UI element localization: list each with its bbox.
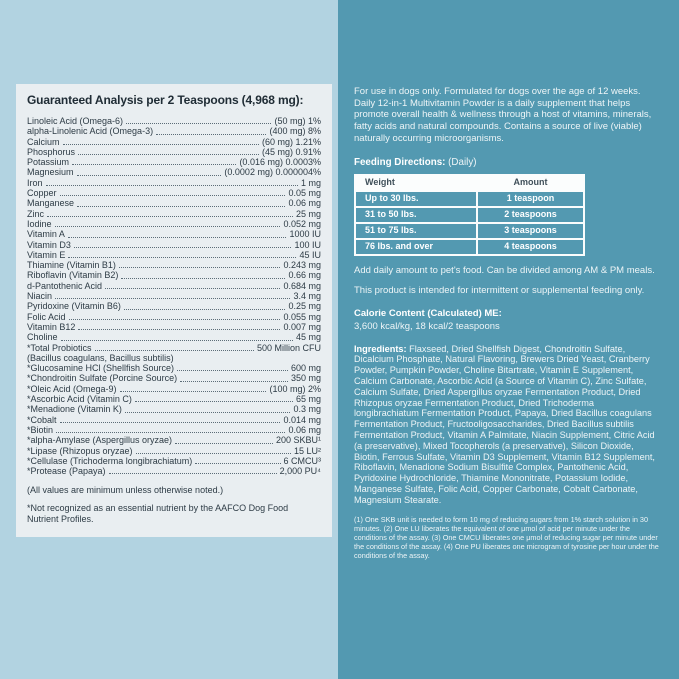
dotted-leader (55, 226, 281, 227)
dotted-leader (72, 164, 236, 165)
nutrient-name: *Glucosamine HCl (Shellfish Source) (27, 363, 175, 374)
guaranteed-analysis-panel (16, 84, 332, 537)
dotted-leader (136, 453, 291, 454)
nutrient-value: 0.06 mg (288, 424, 321, 435)
dotted-leader (47, 216, 293, 217)
nutrient-name: Magnesium (27, 167, 74, 178)
dotted-leader (120, 391, 267, 392)
amount-cell: 2 teaspoons (477, 207, 584, 223)
feeding-table-row (355, 223, 584, 239)
ingredients-paragraph (354, 344, 661, 506)
dotted-leader (109, 473, 277, 474)
usage-intro-text: For use in dogs only. Formulated for dogs over the age of 12 weeks. Daily 12-in-1 Multivitamin Powder is a daily supplement that helps promote overall health & wellness through a host of vitamins, minerals, fatty acids and natural compounds. Contains a source of live (viable) naturally occurring microorganisms. (354, 86, 652, 144)
dotted-leader (78, 154, 259, 155)
nutrient-value: 600 mg (290, 363, 321, 374)
analysis-row (27, 270, 321, 280)
nutrient-name: *Cobalt (27, 414, 57, 425)
nutrient-value: 0.66 mg (288, 270, 321, 281)
amount-cell: 4 teaspoons (477, 239, 584, 255)
feeding-table-row (355, 239, 584, 255)
nutrient-name: Folic Acid (27, 311, 66, 322)
analysis-row (27, 281, 321, 291)
analysis-row (27, 384, 321, 394)
nutrient-value: 0.3 mg (293, 404, 321, 415)
nutrient-name: Zinc (27, 208, 45, 219)
dotted-leader (95, 350, 254, 351)
nutrient-value: (0.016 mg) 0.0003% (239, 157, 321, 168)
feeding-directions-heading (354, 157, 661, 168)
dotted-leader (119, 267, 281, 268)
analysis-row (27, 137, 321, 147)
analysis-row (27, 394, 321, 404)
weight-cell: Up to 30 lbs. (355, 191, 477, 207)
nutrient-name: Choline (27, 332, 58, 343)
analysis-row (27, 240, 321, 250)
analysis-row (27, 415, 321, 425)
dotted-leader (60, 422, 281, 423)
weight-cell: 76 lbs. and over (355, 239, 477, 255)
intermittent-feeding-note: This product is intended for intermittent or supplemental feeding only. (354, 285, 645, 297)
nutrient-name: Vitamin E (27, 249, 66, 260)
feeding-directions-table (354, 174, 585, 256)
nutrient-value: 1 mg (300, 177, 321, 188)
nutrient-name: *Lipase (Rhizopus oryzae) (27, 445, 133, 456)
nutrient-value: 500 Million CFU (256, 342, 321, 353)
analysis-row (27, 373, 321, 383)
nutrient-name: d-Pantothenic Acid (27, 280, 103, 291)
nutrient-value: 350 mg (290, 373, 321, 384)
dotted-leader (77, 206, 285, 207)
analysis-row (27, 456, 321, 466)
nutrient-name: (Bacillus coagulans, Bacillus subtilis) (27, 352, 174, 363)
analysis-row (27, 260, 321, 270)
nutrient-value: 45 IU (299, 249, 321, 260)
weight-column-header: Weight (355, 175, 477, 191)
nutrient-name: Phosphorus (27, 146, 76, 157)
analysis-row (27, 446, 321, 456)
dotted-leader (125, 412, 291, 413)
nutrient-name: Linoleic Acid (Omega-6) (27, 116, 124, 126)
analysis-row (27, 312, 321, 322)
nutrient-name: Vitamin D3 (27, 239, 71, 250)
analysis-row (27, 301, 321, 311)
dotted-leader (180, 381, 288, 382)
analysis-row (27, 198, 321, 208)
nutrient-name: Niacin (27, 291, 53, 302)
add-daily-note: Add daily amount to pet's food. Can be divided among AM & PM meals. (354, 264, 655, 276)
analysis-row (27, 250, 321, 260)
nutrient-name: Iodine (27, 218, 52, 229)
weight-cell: 31 to 50 lbs. (355, 207, 477, 223)
nutrient-value: 0.052 mg (283, 218, 321, 229)
nutrient-value: 3.4 mg (293, 291, 321, 302)
nutrient-value: 45 mg (295, 332, 321, 343)
analysis-row (27, 219, 321, 229)
nutrient-name: Copper (27, 188, 57, 199)
nutrient-name: Vitamin B12 (27, 321, 76, 332)
nutrient-value: 15 LU² (293, 445, 321, 456)
nutrient-value: 0.684 mg (283, 280, 321, 291)
nutrient-value: (45 mg) 0.91% (261, 146, 321, 157)
nutrient-value: (0.0002 mg) 0.000004% (224, 167, 321, 178)
weight-cell: 51 to 75 lbs. (355, 223, 477, 239)
nutrient-name: *Protease (Papaya) (27, 466, 106, 477)
dotted-leader (74, 247, 292, 248)
label-info-column (338, 0, 679, 679)
dotted-leader (61, 340, 293, 341)
dotted-leader (135, 401, 293, 402)
analysis-row (27, 126, 321, 136)
analysis-row (27, 404, 321, 414)
nutrient-name: *Oleic Acid (Omega-9) (27, 383, 117, 394)
analysis-row (27, 157, 321, 167)
dotted-leader (46, 185, 298, 186)
nutrient-value: 0.055 mg (283, 311, 321, 322)
analysis-row (27, 332, 321, 342)
analysis-row (27, 229, 321, 239)
amount-cell: 3 teaspoons (477, 223, 584, 239)
nutrient-name: Iron (27, 177, 43, 188)
amount-cell: 1 teaspoon (477, 191, 584, 207)
nutrient-name: *Biotin (27, 424, 54, 435)
dotted-leader (124, 309, 286, 310)
nutrient-value: 0.014 mg (283, 414, 321, 425)
ingredients-label: Ingredients: (354, 343, 407, 354)
guaranteed-analysis-title: Guaranteed Analysis per 2 Teaspoons (4,968 mg): (27, 93, 304, 107)
calorie-content-heading: Calorie Content (Calculated) ME: (354, 307, 502, 319)
dotted-leader (63, 144, 259, 145)
nutrient-value: (400 mg) 8% (269, 126, 321, 137)
nutrient-value: 0.25 mg (288, 301, 321, 312)
nutrient-name: *Total Probiotics (27, 342, 92, 353)
dotted-leader (68, 257, 296, 258)
nutrient-value: 25 mg (295, 208, 321, 219)
analysis-row (27, 291, 321, 301)
feeding-directions-heading-bold: Feeding Directions: (354, 156, 446, 168)
dotted-leader (78, 329, 280, 330)
dotted-leader (121, 278, 285, 279)
dotted-leader (69, 319, 281, 320)
nutrient-name: Riboflavin (Vitamin B2) (27, 270, 119, 281)
analysis-row (27, 178, 321, 188)
nutrient-name: Pyridoxine (Vitamin B6) (27, 301, 121, 312)
label-left-column (0, 0, 338, 679)
nutrient-name: Calcium (27, 136, 60, 147)
analysis-row (27, 435, 321, 445)
analysis-row (27, 343, 321, 353)
analysis-row (27, 322, 321, 332)
dotted-leader (77, 175, 222, 176)
dotted-leader (55, 298, 290, 299)
dotted-leader (175, 443, 273, 444)
analysis-row (27, 425, 321, 435)
nutrient-value: (100 mg) 2% (269, 383, 321, 394)
nutrient-value: 200 SKBU¹ (275, 435, 321, 446)
nutrient-name: Potassium (27, 157, 70, 168)
ingredients-text: Flaxseed, Dried Shellfish Digest, Chondroitin Sulfate, Dicalcium Phosphate, Natural Flavoring, Brewers Dried Yeast, Cranberry Powder, Pumpkin Powder, Choline Bitartrate, Vitamin E Supplement, Calcium Carbonate, Ascorbic Acid (a Source of Vitamin C), Zinc Sulfate, Calcium Sulfate, Dried Aspergillus oryzae Fermentation Product, Dried Rhizopus oryzae Fermentation Product, Dried Trichoderma longibrachiatum Fermentation Product, Papaya, Dried Bacillus coagulans Fermentation Product, Fructooligosaccharides, Dried Bacillus subtilis Fermentation Product, Vitamin A Palmitate, Niacin Supplement, Citric Acid (a preservative), Mixed Tocopherols (a preservative), Silicon Dioxide, Biotin, Ferrous Sulfate, Vitamin D3 Supplement, Vitamin B12 Supplement, Riboflavin, Menadione Sodium Bisulfite Complex, Pantothenic Acid, Pyridoxine Hydrochloride, Thiamine Mononitrate, Potassium Iodide, Manganese Sulfate, Folic Acid, Copper Carbonate, Cobalt Carbonate, Magnesium Stearate. (354, 343, 655, 505)
feeding-table-row (355, 191, 584, 207)
nutrient-value: 0.243 mg (283, 260, 321, 271)
dotted-leader (156, 134, 266, 135)
minimum-values-note: (All values are minimum unless otherwise noted.) (27, 485, 224, 496)
nutrient-name: *Menadione (Vitamin K) (27, 404, 122, 415)
nutrient-value: 6 CMCU³ (283, 455, 321, 466)
analysis-row (27, 147, 321, 157)
nutrient-name: Thiamine (Vitamin B1) (27, 260, 116, 271)
nutrient-name: Manganese (27, 198, 75, 209)
unit-footnotes-text: (1) One SKB unit is needed to form 10 mg of reducing sugars from 1% starch solution in 30 minutes. (2) One LU liberates the equivalent of one μmol of acid per minute under the conditions of the assay. (3) One CMCU liberates one μmol of reducing sugar per minute under the conditions of the assay. (4) One PU liberates one microgram of tyrosine per hour under the conditions of the assay. (354, 514, 659, 561)
nutrient-value: 0.007 mg (283, 321, 321, 332)
aafco-note: *Not recognized as an essential nutrient by the AAFCO Dog Food Nutrient Profiles. (27, 502, 289, 524)
dotted-leader (126, 123, 271, 124)
feeding-table-body (355, 191, 584, 255)
amount-column-header: Amount (477, 175, 584, 191)
analysis-row (27, 167, 321, 177)
nutrient-name: *Ascorbic Acid (Vitamin C) (27, 394, 132, 405)
nutrient-value: (60 mg) 1.21% (261, 136, 321, 147)
nutrient-value: 1000 IU (289, 229, 321, 240)
analysis-row (27, 116, 321, 126)
analysis-row (27, 466, 321, 476)
analysis-row (27, 353, 321, 363)
dotted-leader (195, 463, 280, 464)
nutrient-name: *alpha-Amylase (Aspergillus oryzae) (27, 435, 173, 446)
nutrient-value: 100 IU (294, 239, 321, 250)
nutrient-value: 2,000 PU⁴ (279, 466, 321, 477)
dotted-leader (68, 237, 287, 238)
nutrient-name: Vitamin A (27, 229, 65, 240)
nutrient-value: 0.06 mg (288, 198, 321, 209)
analysis-row (27, 363, 321, 373)
nutrient-name: *Chondroitin Sulfate (Porcine Source) (27, 373, 178, 384)
feeding-table-header-row (355, 175, 584, 191)
nutrient-value: 0.05 mg (288, 188, 321, 199)
guaranteed-analysis-list (27, 116, 321, 476)
nutrient-value: 65 mg (295, 394, 321, 405)
nutrient-name: alpha-Linolenic Acid (Omega-3) (27, 126, 154, 137)
dotted-leader (177, 370, 288, 371)
nutrient-value: (50 mg) 1% (274, 116, 321, 126)
analysis-row (27, 209, 321, 219)
dotted-leader (105, 288, 280, 289)
calorie-content-value: 3,600 kcal/kg, 18 kcal/2 teaspoons (354, 320, 500, 332)
dotted-leader (60, 195, 286, 196)
analysis-row (27, 188, 321, 198)
feeding-table-row (355, 207, 584, 223)
dotted-leader (56, 432, 285, 433)
nutrient-name: *Cellulase (Trichoderma longibrachiatum) (27, 455, 193, 466)
feeding-directions-heading-suffix: (Daily) (445, 156, 477, 168)
